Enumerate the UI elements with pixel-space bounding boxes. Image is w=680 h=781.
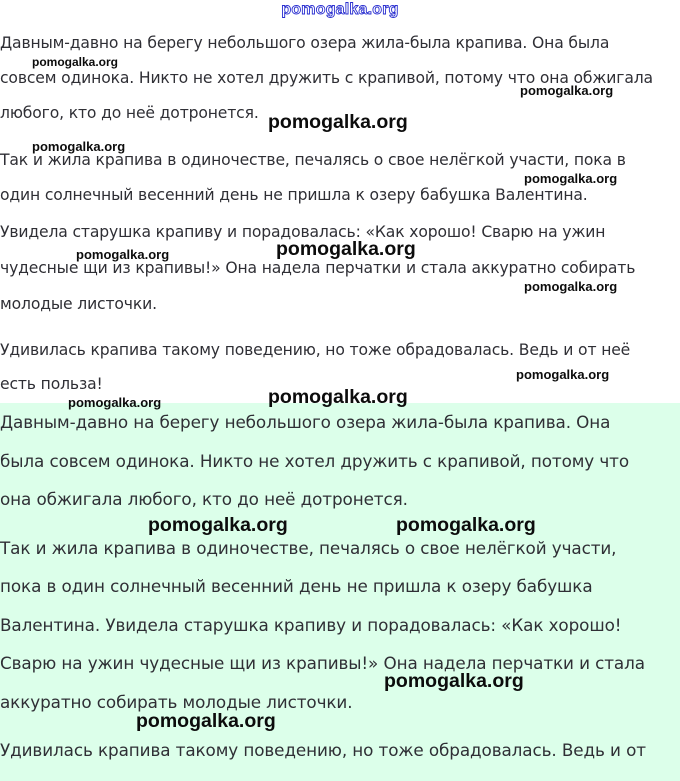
watermark: pomogalka.org (32, 55, 119, 69)
story-line: она обжигала любого, кто до неё дотронется. (0, 489, 408, 509)
watermark: pomogalka.org (524, 171, 618, 186)
watermark: pomogalka.org (268, 111, 408, 133)
watermark: pomogalka.org (76, 247, 170, 262)
story-line: чудесные щи из крапивы!» Она надела перчатки и стала аккуратно собирать (0, 259, 636, 277)
story-line: Так и жила крапива в одиночестве, печалясь о свое нелёгкой участи, (0, 538, 617, 558)
story-line: любого, кто до неё дотронется. (0, 104, 259, 122)
story-line: пока в один солнечный весенний день не пришла к озеру бабушка (0, 576, 593, 596)
story-line: аккуратно собирать молодые листочки. (0, 692, 353, 712)
story-line: Так и жила крапива в одиночестве, печалясь о свое нелёгкой участи, пока в (0, 151, 626, 169)
story-line: Увидела старушка крапиву и порадовалась: «Как хорошо! Сварю на ужин (0, 223, 606, 241)
watermark: pomogalka.org (148, 514, 288, 536)
watermark: pomogalka.org (516, 367, 610, 382)
story-line: Удивилась крапива такому поведению, но тоже обрадовалась. Ведь и от неё (0, 341, 631, 359)
story-line: один солнечный весенний день не пришла к озеру бабушка Валентина. (0, 186, 588, 204)
story-line: Сварю на ужин чудесные щи из крапивы!» Она надела перчатки и стала (0, 653, 645, 673)
story-line: совсем одинока. Никто не хотел дружить с крапивой, потому что она обжигала (0, 69, 653, 87)
watermark: pomogalka.org (32, 139, 126, 154)
story-line: была совсем одинока. Никто не хотел дружить с крапивой, потому что (0, 451, 630, 471)
watermark: pomogalka.org (68, 395, 162, 410)
watermark: pomogalka.org (276, 238, 416, 260)
story-line: Давным-давно на берегу небольшого озера жила-была крапива. Она (0, 412, 611, 432)
watermark: pomogalka.org (524, 279, 618, 294)
story-line: есть польза! (0, 375, 103, 393)
story-line: Давным-давно на берегу небольшого озера жила-была крапива. Она была (0, 34, 610, 52)
header-watermark: pomogalka.org (281, 1, 399, 18)
watermark: pomogalka.org (268, 386, 408, 408)
story-line: Валентина. Увидела старушка крапиву и порадовалась: «Как хорошо! (0, 615, 622, 635)
watermark: pomogalka.org (136, 710, 276, 732)
story-line: Удивилась крапива такому поведению, но тоже обрадовалась. Ведь и от (0, 740, 646, 760)
story-line: молодые листочки. (0, 295, 157, 313)
watermark: pomogalka.org (396, 514, 536, 536)
watermark: pomogalka.org (520, 83, 614, 98)
watermark: pomogalka.org (384, 670, 524, 692)
